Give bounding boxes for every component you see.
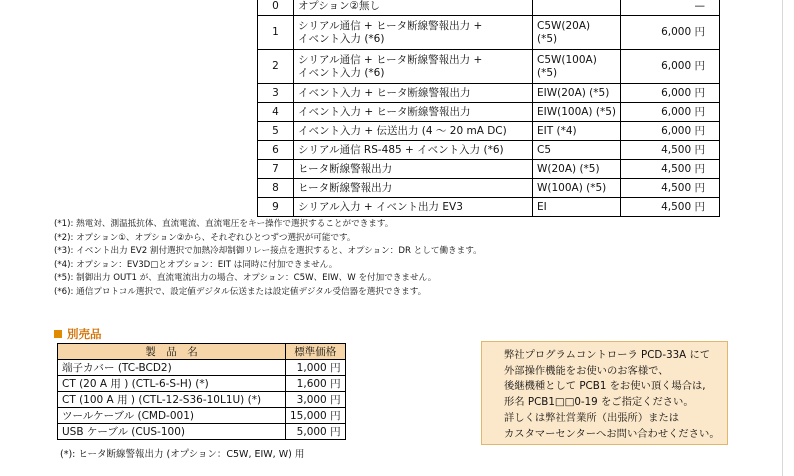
option-number: 8	[258, 179, 294, 198]
accessory-name: CT (100 A 用 ) (CTL-12-S36-10L1U) (*)	[58, 392, 286, 408]
option-number: 5	[258, 122, 294, 141]
option-code	[533, 179, 621, 198]
option-description-line: シリアル通信 RS-485 + イベント入力 (*6)	[298, 143, 504, 156]
option-description-line: シリアル入力 + イベント出力 EV3	[298, 200, 463, 213]
option-price: 4,500 円	[621, 198, 720, 217]
option-code-line: W(20A) (*5)	[537, 162, 600, 175]
header-name: 製 品 名	[58, 344, 286, 360]
note: (*3): イベント出力 EV2 割付選択で加熱冷却制御リレー接点を選択すると、オプション：DR として働きます。	[54, 246, 482, 257]
option-code-line: EIW(20A) (*5)	[537, 86, 610, 99]
option-code-line: C5W(100A)	[537, 53, 597, 66]
notice-box	[481, 341, 728, 445]
option-number: 7	[258, 160, 294, 179]
option-description-line: ヒータ断線警報出力	[298, 162, 393, 175]
option-code-line: EIW(100A) (*5)	[537, 105, 616, 118]
option-description	[294, 198, 533, 217]
option-description	[294, 122, 533, 141]
note: (*6): 通信プロトコル選択で、設定値デジタル伝送または設定値デジタル受信器を選択できます。	[54, 286, 427, 297]
option-code-line: C5W(20A)	[537, 19, 591, 32]
option-description	[294, 84, 533, 103]
option-description	[294, 141, 533, 160]
accessory-price: 1,000 円	[286, 360, 346, 376]
option-code	[533, 84, 621, 103]
option-description-line: イベント入力 (*6)	[298, 32, 385, 45]
option-description-line: オプション②無し	[298, 0, 380, 12]
option-price: 4,500 円	[621, 179, 720, 198]
option-code	[533, 160, 621, 179]
table-row	[258, 16, 720, 50]
table-row	[258, 50, 720, 84]
table-row	[258, 122, 720, 141]
option-description-line: イベント入力 + ヒータ断線警報出力	[298, 86, 471, 99]
option-code-line: C5	[537, 143, 552, 156]
notes	[54, 218, 482, 300]
notice-line: 後継機種として PCB1 をお使い頂く場合は,	[504, 380, 706, 393]
table-row	[58, 392, 346, 408]
note: (*1): 熱電対、測温抵抗体、直流電流、直流電圧をキー操作で選択することができます。	[54, 219, 394, 229]
accessory-price: 15,000 円	[286, 408, 346, 424]
accessory-price: 5,000 円	[286, 424, 346, 440]
option-description	[294, 16, 533, 50]
option-code	[533, 122, 621, 141]
option-price: 4,500 円	[621, 160, 720, 179]
accessory-name: CT (20 A 用 ) (CTL-6-S-H) (*)	[58, 376, 286, 392]
option-code	[533, 0, 621, 16]
option-description-line: イベント入力 (*6)	[298, 66, 385, 79]
option-description-line: イベント入力 + ヒータ断線警報出力	[298, 105, 471, 118]
section-title-text: 別売品	[67, 327, 102, 341]
notice-line: 外部操作機能をお使いのお客様で、	[504, 364, 669, 377]
option-code	[533, 141, 621, 160]
option-price: 6,000 円	[621, 16, 720, 50]
note: (*2): オプション①、オプション②から、それぞれひとつずつ選択が可能です。	[54, 232, 356, 243]
option-description	[294, 179, 533, 198]
table-row	[258, 84, 720, 103]
option-description-line: ヒータ断線警報出力	[298, 181, 393, 194]
notice-line: カスタマーセンターへお問い合わせください。	[504, 427, 720, 440]
option-code-line: W(100A) (*5)	[537, 181, 607, 194]
option-price: 4,500 円	[621, 141, 720, 160]
accessory-name: 端子カバー (TC-BCD2)	[58, 360, 286, 376]
notice-line: 弊社プログラムコントローラ PCD-33A にて	[504, 349, 711, 361]
option-code	[533, 50, 621, 84]
accessory-price: 3,000 円	[286, 392, 346, 408]
option-number: 9	[258, 198, 294, 217]
option-description	[294, 160, 533, 179]
option-number: 0	[258, 0, 294, 16]
table-header-row	[58, 344, 346, 360]
note: (*4): オプション：EV3D□とオプション：EIT は同時に付加できません。	[54, 259, 338, 270]
option-number: 1	[258, 16, 294, 50]
option-price: —	[621, 0, 720, 16]
option-number: 3	[258, 84, 294, 103]
option-description	[294, 0, 533, 16]
table-row	[58, 376, 346, 392]
option-price: 6,000 円	[621, 103, 720, 122]
option-description-line: イベント入力 + 伝送出力 (4 ～ 20 mA DC)	[298, 124, 507, 137]
table-row	[258, 160, 720, 179]
option-code-line: (*5)	[537, 32, 558, 45]
table-row	[258, 0, 720, 16]
option-code	[533, 16, 621, 50]
table-row	[258, 141, 720, 160]
option-price: 6,000 円	[621, 122, 720, 141]
option-description-line: シリアル通信 + ヒータ断線警報出力 +	[298, 53, 483, 66]
header-price: 標準価格	[286, 344, 346, 360]
option-number: 4	[258, 103, 294, 122]
option-code-line: EIT (*4)	[537, 124, 577, 137]
table-row	[58, 360, 346, 376]
notice-line: 形名 PCB1□□0-19 をご指定ください。	[504, 396, 694, 409]
table-row	[258, 103, 720, 122]
accessories-section-title	[54, 326, 102, 342]
accessory-name: ツールケーブル (CMD-001)	[58, 408, 286, 424]
option-code-line: EI	[537, 200, 547, 213]
notice-line: 詳しくは弊社営業所（出張所）または	[504, 411, 680, 424]
option-number: 2	[258, 50, 294, 84]
accessories-table	[57, 343, 346, 440]
option-number: 6	[258, 141, 294, 160]
option-description-line: シリアル通信 + ヒータ断線警報出力 +	[298, 19, 483, 32]
option-price: 6,000 円	[621, 84, 720, 103]
option-price: 6,000 円	[621, 50, 720, 84]
table-row	[58, 424, 346, 440]
option-code-line: (*5)	[537, 66, 558, 79]
option-description	[294, 50, 533, 84]
table-row	[258, 198, 720, 217]
page-edge-rule	[782, 0, 783, 476]
option-description	[294, 103, 533, 122]
option-code	[533, 103, 621, 122]
accessory-price: 1,600 円	[286, 376, 346, 392]
table-row	[58, 408, 346, 424]
note: (*5): 制御出力 OUT1 が、直流電流出力の場合、オプション：C5W、EIW、W を付加できません。	[54, 273, 437, 284]
option-code	[533, 198, 621, 217]
option-table	[257, 0, 720, 217]
accessory-name: USB ケーブル (CUS-100)	[58, 424, 286, 440]
accessories-footnote: (*): ヒータ断線警報出力 (オプション：C5W, EIW, W) 用	[60, 449, 305, 460]
table-row	[258, 179, 720, 198]
square-bullet-icon	[54, 330, 62, 338]
